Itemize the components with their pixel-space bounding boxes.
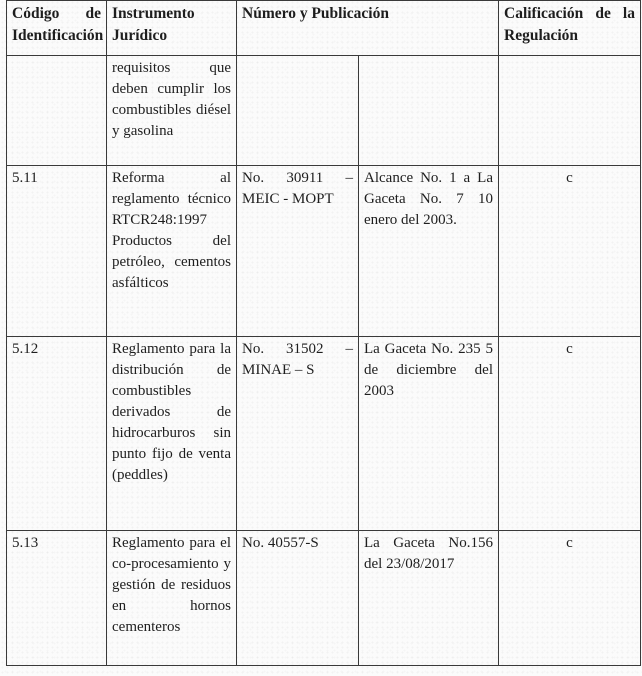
table-row xyxy=(7,531,641,666)
cell-number: No. 31502 – MINAE – S xyxy=(237,337,359,531)
table-row xyxy=(7,56,641,166)
cell-rating: c xyxy=(499,337,641,531)
cell-code: 5.12 xyxy=(7,337,107,531)
cell-publication: Alcance No. 1 a La Gaceta No. 7 10 enero del 2003. xyxy=(359,166,499,337)
cell-rating: c xyxy=(499,166,641,337)
cell-instrument: Reglamento para el co-procesamiento y gestión de residuos en hornos cementeros xyxy=(107,531,237,666)
cell-rating xyxy=(499,56,641,166)
header-codigo: Código de Identificación xyxy=(7,1,107,56)
table-row xyxy=(7,166,641,337)
cell-number: No. 40557-S xyxy=(237,531,359,666)
regulations-table xyxy=(6,0,641,666)
cell-code: 5.11 xyxy=(7,166,107,337)
header-calificacion: Calificación de la Regulación xyxy=(499,1,641,56)
table-row xyxy=(7,337,641,531)
cell-instrument: Reglamento para la distribución de combustibles derivados de hidrocarburos sin punto fijo de venta (peddles) xyxy=(107,337,237,531)
cell-publication xyxy=(359,56,499,166)
header-numero: Número y Publicación xyxy=(237,1,499,56)
cell-code xyxy=(7,56,107,166)
cell-instrument: requisitos que deben cumplir los combustibles diésel y gasolina xyxy=(107,56,237,166)
header-instrumento: Instrumento Jurídico xyxy=(107,1,237,56)
cell-number: No. 30911 – MEIC - MOPT xyxy=(237,166,359,337)
cell-publication: La Gaceta No.156 del 23/08/2017 xyxy=(359,531,499,666)
cell-publication: La Gaceta No. 235 5 de diciembre del 2003 xyxy=(359,337,499,531)
cell-rating: c xyxy=(499,531,641,666)
cell-number xyxy=(237,56,359,166)
cell-code: 5.13 xyxy=(7,531,107,666)
cell-instrument: Reforma al reglamento técnico RTCR248:1997 Productos del petróleo, cementos asfálticos xyxy=(107,166,237,337)
table-header-row xyxy=(7,1,641,56)
